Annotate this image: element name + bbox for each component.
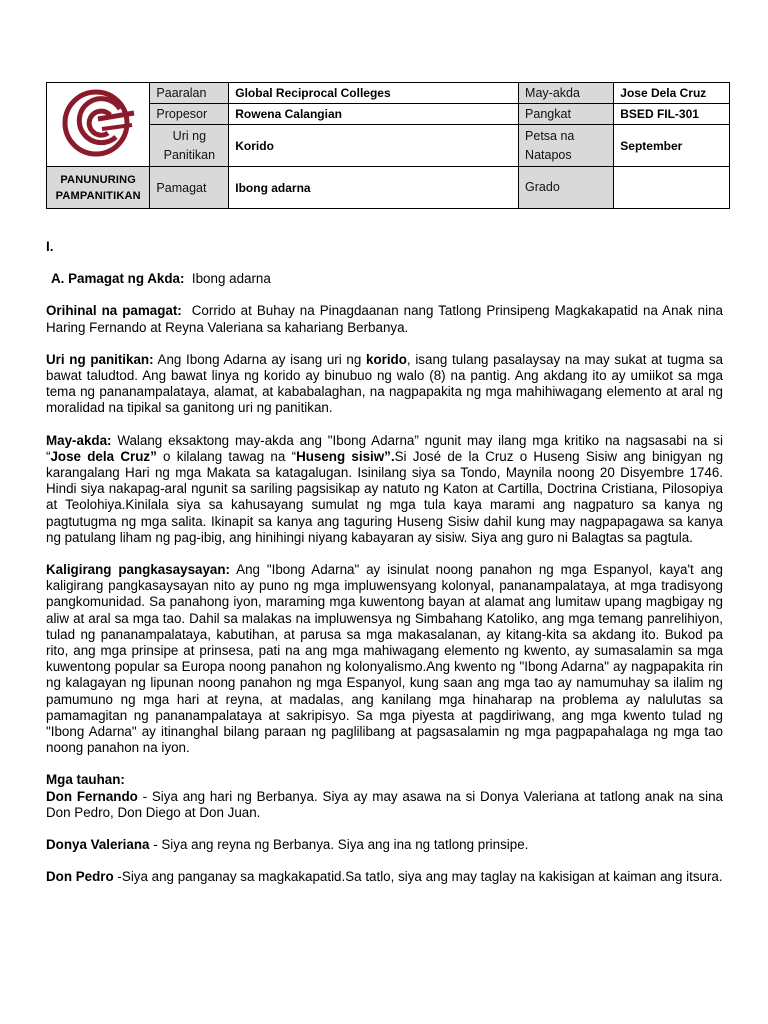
genre-value: Korido (229, 125, 519, 167)
fernando-paragraph (46, 789, 723, 821)
genre-label-line1: Uri ng (172, 128, 207, 143)
uri-text-1: Ang Ibong Adarna ay isang uri ng (157, 351, 362, 367)
section-number: I. (46, 239, 54, 254)
author-label: May-akda (519, 83, 614, 104)
title-value: Ibong adarna (229, 167, 519, 209)
mayakda-text-1: Walang eksaktong may-akda ang "Ibong Adarna” ngunit may ilang mga kritiko na nagsasabi na si “ (46, 432, 723, 464)
pedro-label: Don Pedro (46, 869, 114, 885)
orihinal-text: Corrido at Buhay na Pinagdaanan nang Tatlong Prinsipeng Magkakapatid na Anak nina Haring Fernando at Reyna Valeriana sa kahariang Berbanya. (46, 303, 724, 335)
pamagat-value: Ibong adarna (191, 271, 271, 287)
header-table (46, 82, 730, 209)
valeriana-text: - Siya ang reyna ng Berbanya. Siya ang ina ng tatlong prinsipe. (149, 837, 529, 853)
pedro-text: -Siya ang panganay sa magkakapatid.Sa tatlo, siya ang may taglay na kakisigan at kaiman ang itsura. (113, 869, 723, 885)
logo-cell (47, 83, 150, 167)
school-label: Paaralan (150, 83, 229, 104)
uri-bold: korido (366, 351, 407, 367)
title-label: Pamagat (150, 167, 229, 209)
pamagat-label: A. Pamagat ng Akda: (51, 271, 185, 287)
grade-label: Grado (519, 167, 614, 209)
uri-paragraph (46, 352, 723, 417)
date-label (519, 125, 614, 167)
mayakda-label: May-akda: (46, 432, 112, 448)
professor-label: Propesor (150, 104, 229, 125)
dept-title-line2: PAMPANITIKAN (55, 189, 141, 202)
school-value: Global Reciprocal Colleges (229, 83, 519, 104)
pamagat-line (46, 271, 723, 287)
uri-text-2: , isang tulang pasalaysay na may sukat at tugma sa bawat taludtod. Ang bawat linya ng korido ay binubuo ng walo (8) na pantig. Ang akdang ito ay umiikot sa mga tema ng pananampalataya, alamat, at kababalaghan, na nagpapakita ng mga mahihiwagang elemento at aral ng moralidad na tipikal sa ganitong uri ng panitikan. (46, 351, 723, 416)
fernando-label: Don Fernando (46, 788, 138, 804)
mayakda-bold-1: Jose dela Cruz” (50, 448, 157, 464)
author-value: Jose Dela Cruz (614, 83, 730, 104)
kaligirang-paragraph (46, 562, 723, 756)
uri-label: Uri ng panitikan: (46, 351, 154, 367)
date-label-line2: Natapos (525, 147, 572, 162)
mayakda-bold-2: Huseng sisiw”. (296, 448, 395, 464)
pedro-paragraph (46, 869, 723, 885)
section-value: BSED FIL-301 (614, 104, 730, 125)
dept-title (47, 167, 150, 209)
date-value: September (614, 125, 730, 167)
professor-value: Rowena Calangian (229, 104, 519, 125)
tauhan-heading: Mga tauhan: (46, 772, 125, 788)
mayakda-paragraph (46, 433, 723, 546)
valeriana-paragraph (46, 837, 723, 853)
orihinal-label: Orihinal na pamagat: (46, 303, 182, 319)
kaligirang-text: Ang "Ibong Adarna" ay isinulat noong panahon ng mga Espanyol, kaya't ang kaligirang pangkasaysayan nito ay puno ng mga impluwensyang kolonyal, pananampalataya, at mga tradisyong pangkomunidad. Sa panahong iyon, maraming mga kuwentong bayan at alamat ang lumitaw upang magbigay ng aliw at aral sa mga tao. Dahil sa malakas na impluwensya ng Simbahang Katoliko, ang mga temang panrelihiyon, tulad ng pananampalataya, kabutihan, at parusa sa mga makasalanan, ay kitang-kita sa akdang ito. Bukod pa rito, ang mga prinsipe at prinsesa, pati na ang mga mahiwagang elemento ng kwento, ay sumasalamin sa mga kuwentong popular sa Europa noong panahon ng kolonyalismo.Ang kwento ng "Ibong Adarna" ay nagpapakita rin ng kalagayan ng lipunan noong panahon ng mga Espanyol, kung saan ang mga tao ay namumuhay sa ilalim ng pamumuno ng mga hari at reyna, at madalas, ang kanilang mga hinaharap na problema ay nalulutas sa pamamagitan ng pananampalataya at sakripisyo. Sa mga piyesta at pagdiriwang, ang mga kwento tulad ng "Ibong Adarna" ay itinanghal bilang paraan ng paglilibang at pagsasalamin ng mga pagpapahalaga ng mga tao noong panahon na iyon. (46, 562, 723, 756)
genre-label-line2: Panitikan (163, 147, 216, 162)
grade-value (614, 167, 730, 209)
date-label-line1: Petsa na (525, 128, 575, 143)
document-body (46, 239, 723, 886)
genre-label (150, 125, 229, 167)
mayakda-text-2: o kilalang tawag na “ (156, 448, 297, 464)
orihinal-paragraph (46, 303, 723, 335)
kaligirang-label: Kaligirang pangkasaysayan: (46, 562, 231, 578)
section-label: Pangkat (519, 104, 614, 125)
school-logo-icon (58, 83, 138, 163)
fernando-text: - Siya ang hari ng Berbanya. Siya ay may asawa na si Donya Valeriana at tatlong anak na sina Don Pedro, Don Diego at Don Juan. (46, 788, 723, 820)
dept-title-line1: PANUNURING (60, 173, 137, 186)
valeriana-label: Donya Valeriana (46, 837, 150, 853)
mayakda-text-3: Si José de la Cruz o Huseng Sisiw ang binigyan ng karangalang Hari ng mga Makata sa katagalugan. Isinilang siya sa Tondo, Maynila noong 20 Disyembre 1746. Hindi siya nakapag-aral ngunit sa sariling pagsisikap ay natuto ng Katon at Cartilla, Doctrina Cristiana, Pilosopiya at Teolohiya.Kinilala siya sa kahusayang sumulat ng mga tula kaya marami ang nagpaturo sa kanya ng pagtutugma ng mga salita. Ikinapit sa kanya ang taguring Huseng Sisiw dahil kung may nagpapagawa sa kanya ng patulang liham ng pag-ibig, ang hinihingi niyang kabayaran ay sisiw. Siya ang guro ni Balagtas sa pagtula. (46, 448, 724, 545)
